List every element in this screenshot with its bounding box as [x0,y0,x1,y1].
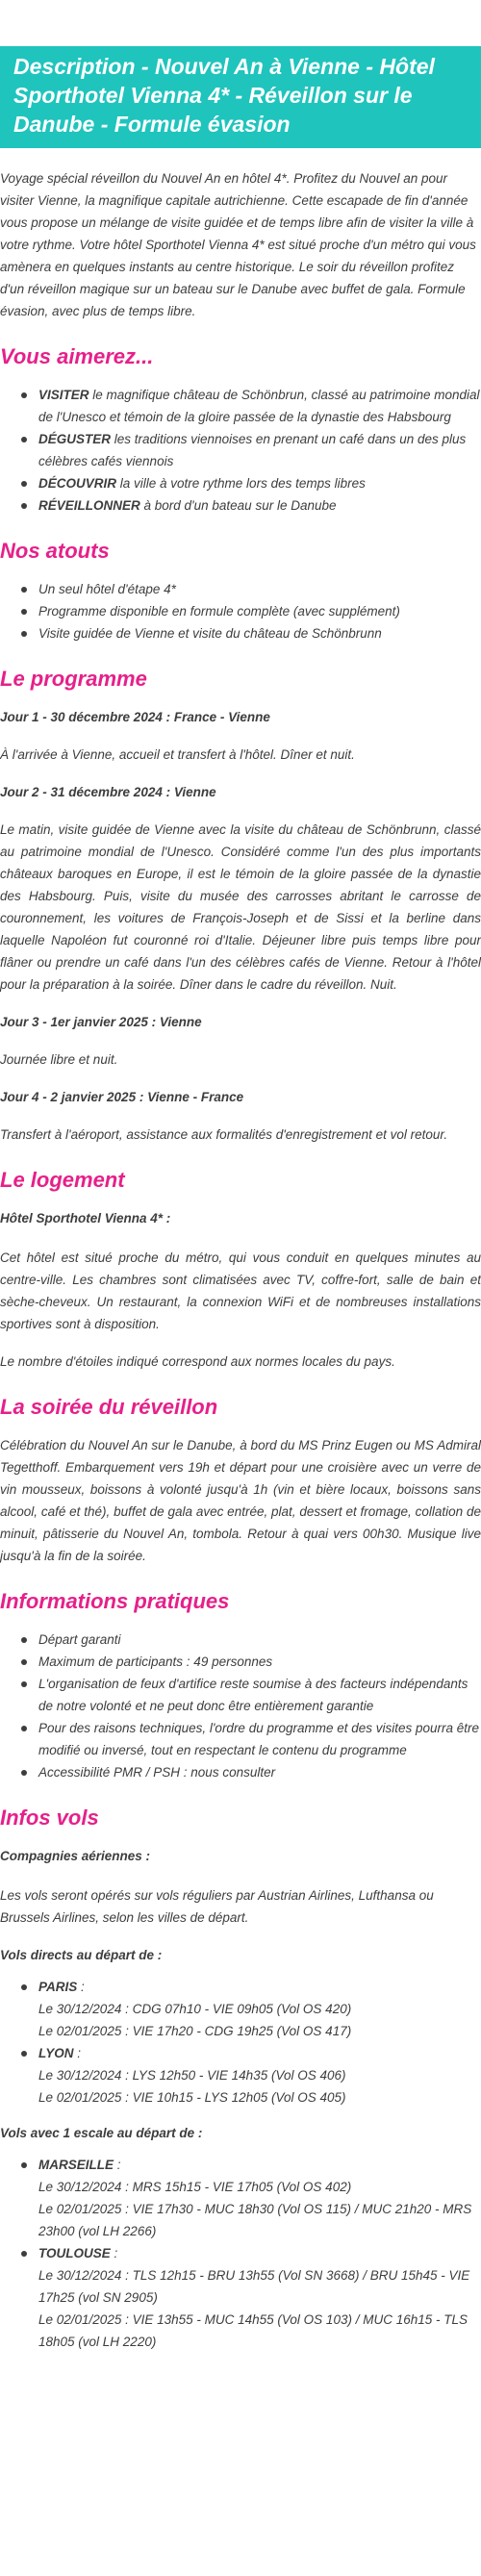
section-title-programme: Le programme [0,667,147,691]
list-item [13,494,481,517]
flight-line: Le 30/12/2024 : CDG 07h10 - VIE 09h05 (Vol OS 420) [38,2002,352,2016]
list-item-bold: DÉCOUVRIR [38,476,117,491]
list-item: L'organisation de feux d'artifice reste soumise à des facteurs indépendants de notre volonté et ne peut donc être entièrement garantie [13,1673,481,1717]
list-item-text: les traditions viennoises en prenant un café dans un des plus célèbres cafés viennois [38,432,467,468]
vous-aimerez-list [0,384,481,517]
list-item: Maximum de participants : 49 personnes [13,1651,481,1673]
infos-pratiques-list [0,1629,481,1783]
section-title-atouts: Nos atouts [0,539,110,563]
day-title: Jour 2 - 31 décembre 2024 : Vienne [0,785,216,799]
escale-flights-title: Vols avec 1 escale au départ de : [0,2126,203,2140]
flight-line: Le 30/12/2024 : MRS 15h15 - VIE 17h05 (Vol OS 402) [38,2180,352,2194]
escale-flights-list [0,2154,481,2353]
section-title-infos-vols: Infos vols [0,1806,99,1830]
flight-city-item: MARSEILLE : Le 30/12/2024 : MRS 15h15 - VIE 17h05 (Vol OS 402) Le 02/01/2025 : VIE 17h30 - MUC 18h30 (Vol OS 115) / MUC 21h20 - MRS 23h00 (vol LH 2266) [13,2154,481,2242]
flight-city-item: PARIS : Le 30/12/2024 : CDG 07h10 - VIE 09h05 (Vol OS 420) Le 02/01/2025 : VIE 17h20 - CDG 19h25 (Vol OS 417) [13,1976,481,2042]
companies-title: Compagnies aériennes : [0,1849,151,1863]
companies-text: Les vols seront opérés sur vols réguliers par Austrian Airlines, Lufthansa ou Brussels Airlines, selon les villes de départ. [0,1888,434,1925]
list-item [13,472,481,494]
flight-line: Le 02/01/2025 : VIE 17h20 - CDG 19h25 (Vol OS 417) [38,2024,352,2038]
day-text: Journée libre et nuit. [0,1052,118,1067]
hotel-description: Cet hôtel est situé proche du métro, qui vous conduit en quelques minutes au centre-ville. Les chambres sont climatisées avec TV, coffre-fort, salle de bain et sèche-cheveux. Un restaurant, la connexion WiFi et de nombreuses installations sportives sont à disposition. [0,1250,481,1331]
section-title-logement: Le logement [0,1168,125,1192]
list-item [13,384,481,428]
flight-city-item: TOULOUSE : Le 30/12/2024 : TLS 12h15 - BRU 13h55 (Vol SN 3668) / BRU 15h45 - VIE 17h25 (vol SN 2905) Le 02/01/2025 : VIE 13h55 - MUC 14h55 (Vol OS 103) / MUC 16h15 - TLS 18h05 (vol LH 2220) [13,2242,481,2353]
list-item [13,428,481,472]
city-name: LYON [38,2046,74,2060]
list-item-text: le magnifique château de Schönbrun, classé au patrimoine mondial de l'Unesco et témoin de la gloire passée de la dynastie des Habsbourg [38,388,480,424]
day-title: Jour 4 - 2 janvier 2025 : Vienne - France [0,1090,244,1104]
flight-line: Le 30/12/2024 : LYS 12h50 - VIE 14h35 (Vol OS 406) [38,2068,346,2083]
list-item: Départ garanti [13,1629,481,1651]
hotel-name: Hôtel Sporthotel Vienna 4* : [0,1211,171,1225]
intro-paragraph: Voyage spécial réveillon du Nouvel An en hôtel 4*. Profitez du Nouvel an pour visiter Vienne, la magnifique capitale autrichienne. Cette escapade de fin d'année vous propose un mélange de visite guidée et de temps libre afin de visiter la ville à votre rythme. Votre hôtel Sporthotel Vienna 4* est situé proche d'un métro qui vous amènera en quelques instants au centre historique. Le soir du réveillon profitez d'un réveillon magique sur un bateau sur le Danube avec buffet de gala. Formule évasion, avec plus de temps libre. [0,171,476,318]
day-text: Transfert à l'aéroport, assistance aux formalités d'enregistrement et vol retour. [0,1127,448,1142]
list-item: Pour des raisons techniques, l'ordre du programme et des visites pourra être modifié ou inversé, tout en respectant le contenu du programme [13,1717,481,1761]
city-name: PARIS [38,1980,78,1994]
section-title-infos-pratiques: Informations pratiques [0,1589,230,1613]
flight-line: Le 30/12/2024 : TLS 12h15 - BRU 13h55 (Vol SN 3668) / BRU 15h45 - VIE 17h25 (vol SN 2905) [38,2268,470,2305]
flight-line: Le 02/01/2025 : VIE 17h30 - MUC 18h30 (Vol OS 115) / MUC 21h20 - MRS 23h00 (vol LH 2266) [38,2202,472,2238]
list-item-text: la ville à votre rythme lors des temps libres [116,476,366,491]
list-item: Un seul hôtel d'étape 4* [13,578,481,600]
list-item-bold: RÉVEILLONNER [38,498,140,513]
day-text: Le matin, visite guidée de Vienne avec la visite du château de Schönbrunn, classé au patrimoine mondial de l'Unesco. Considéré comme l'un des plus importants châteaux baroques en Europe, il est le témoin de la gloire passée de la dynastie des Habsbourg. Puis, visite du musée des carrosses abritant le carrosse de couronnement, les voitures de François-Joseph et de Sissi et la berline dans laquelle Napoléon fut couronné roi d'Italie. Déjeuner libre puis temps libre pour flâner ou prendre un café dans l'un des célèbres cafés de Vienne. Retour à l'hôtel pour la préparation à la soirée. Dîner dans le cadre du réveillon. Nuit. [0,822,481,992]
flight-line: Le 02/01/2025 : VIE 10h15 - LYS 12h05 (Vol OS 405) [38,2090,346,2105]
day-title: Jour 1 - 30 décembre 2024 : France - Vienne [0,710,270,724]
list-item: Programme disponible en formule complète (avec supplément) [13,600,481,622]
day-title: Jour 3 - 1er janvier 2025 : Vienne [0,1015,202,1029]
city-name: MARSEILLE [38,2158,114,2172]
direct-flights-list [0,1976,481,2109]
title-banner [0,46,481,148]
section-title-vous-aimerez: Vous aimerez... [0,344,154,368]
page-title: Description - Nouvel An à Vienne - Hôtel Sporthotel Vienna 4* - Réveillon sur le Danube - Formule évasion [13,54,435,137]
stars-note: Le nombre d'étoiles indiqué correspond aux normes locales du pays. [0,1354,395,1369]
list-item-bold: DÉGUSTER [38,432,112,446]
day-text: À l'arrivée à Vienne, accueil et transfert à l'hôtel. Dîner et nuit. [0,747,355,762]
flight-city-item: LYON : Le 30/12/2024 : LYS 12h50 - VIE 14h35 (Vol OS 406) Le 02/01/2025 : VIE 10h15 - LYS 12h05 (Vol OS 405) [13,2042,481,2109]
city-name: TOULOUSE [38,2246,111,2260]
list-item-bold: VISITER [38,388,89,402]
list-item: Visite guidée de Vienne et visite du château de Schönbrunn [13,622,481,644]
list-item: Accessibilité PMR / PSH : nous consulter [13,1761,481,1783]
direct-flights-title: Vols directs au départ de : [0,1948,163,1962]
flight-line: Le 02/01/2025 : VIE 13h55 - MUC 14h55 (Vol OS 103) / MUC 16h15 - TLS 18h05 (vol LH 2220) [38,2312,468,2349]
list-item-text: à bord d'un bateau sur le Danube [139,498,337,513]
soiree-description: Célébration du Nouvel An sur le Danube, à bord du MS Prinz Eugen ou MS Admiral Tegetthoff. Embarquement vers 19h et départ pour une croisière avec un verre de vin mousseux, boissons à volonté jusqu'à 1h (vin et bière locaux, boissons sans alcool, café et thé), buffet de gala avec entrée, plat, dessert et fromage, collation de minuit, pâtisserie du Nouvel An, tombola. Retour à quai vers 00h30. Musique live jusqu'à la fin de la soirée. [0,1438,481,1563]
section-title-soiree: La soirée du réveillon [0,1395,218,1419]
atouts-list [0,578,481,644]
